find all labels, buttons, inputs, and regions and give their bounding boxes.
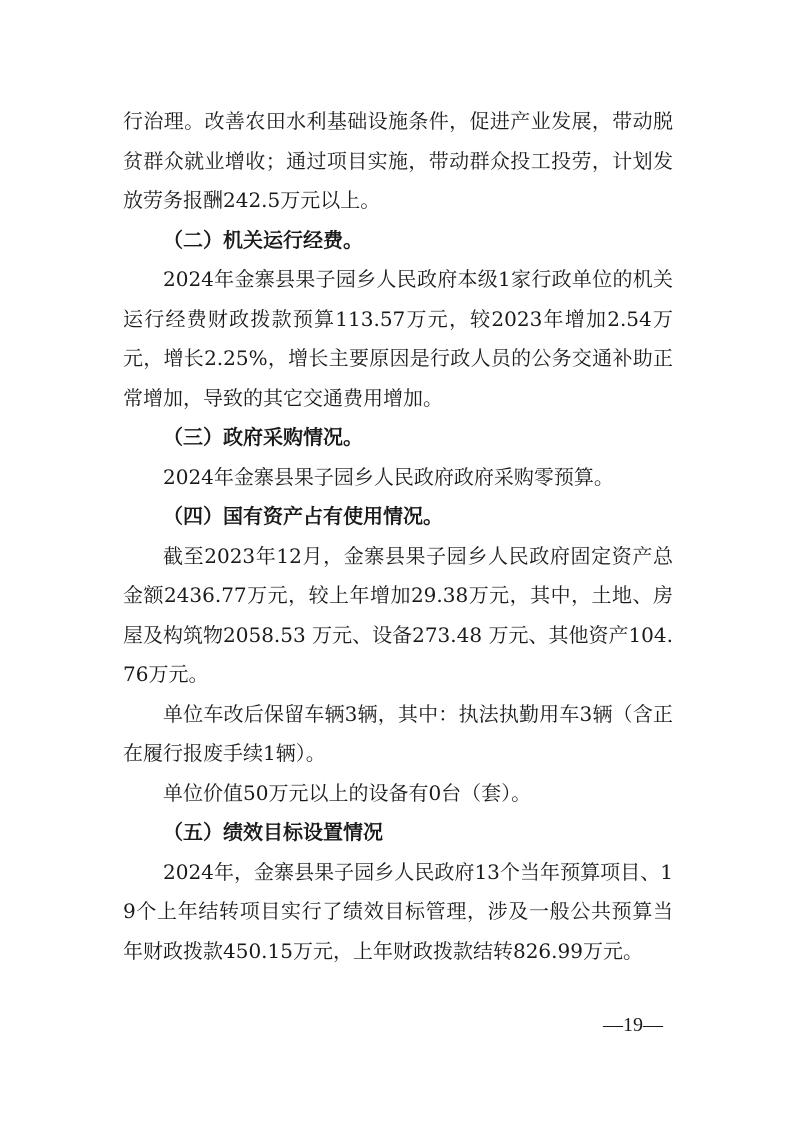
section-heading-5: （五）绩效目标设置情况 (163, 820, 383, 844)
section-heading-2: （二）机关运行经费。 (163, 227, 363, 252)
section-heading-3: （三）政府采购情况。 (163, 425, 363, 449)
page-number: —19— (603, 1014, 663, 1036)
paragraph-operating-expenses: 2024年金寨县果子园乡人民政府本级1家行政单位的机关运行经费财政拨款预算113.57万元，较2023年增加2.54万元，增长2.25%，增长主要原因是行政人员的公务交通补助正常增加，导致的其它交通费用增加。 (123, 267, 673, 410)
body-text (123, 102, 673, 971)
paragraph-continuation: 行治理。改善农田水利基础设施条件，促进产业发展，带动脱贫群众就业增收；通过项目实施，带动群众投工投劳，计划发放劳务报酬242.5万元以上。 (123, 109, 673, 212)
paragraph-equipment: 单位价值50万元以上的设备有0台（套）。 (163, 780, 532, 805)
section-heading-4: （四）国有资产占有使用情况。 (163, 504, 443, 528)
paragraph-performance-goals: 2024年，金寨县果子园乡人民政府13个当年预算项目、19个上年结转项目实行了绩效目标管理，涉及一般公共预算当年财政拨款450.15万元，上年财政拨款结转826.99万元。 (123, 859, 673, 963)
paragraph-procurement: 2024年金寨县果子园乡人民政府政府采购零预算。 (163, 464, 614, 489)
paragraph-fixed-assets: 截至2023年12月，金寨县果子园乡人民政府固定资产总金额2436.77万元，较上年增加29.38万元，其中，土地、房屋及构筑物2058.53 万元、设备273.48 万元、其他资产104.76万元。 (123, 543, 673, 686)
paragraph-vehicles: 单位车改后保留车辆3辆，其中：执法执勤用车3辆（含正在履行报废手续1辆）。 (123, 701, 673, 765)
